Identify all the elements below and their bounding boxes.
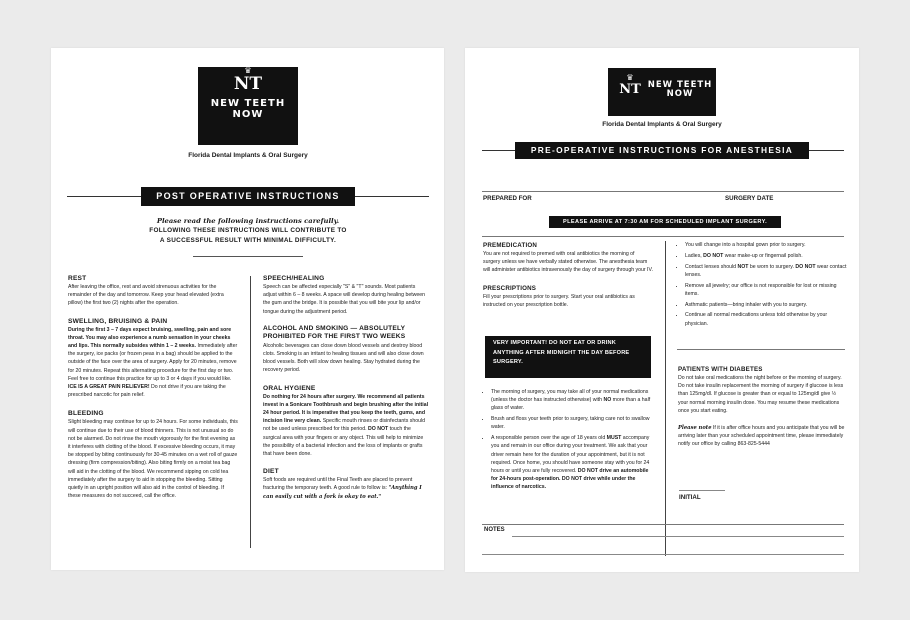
- prescriptions-text: Fill your prescriptions prior to surgery. Start your oral antibiotics as instructed on your prescription bottle.: [483, 293, 635, 308]
- diabetes-section: [678, 366, 846, 449]
- intro-rule: [193, 256, 303, 257]
- brand-line1: NEW TEETH: [210, 98, 286, 109]
- pre-left-column: [483, 242, 653, 309]
- brand-line2: NOW: [232, 108, 264, 120]
- diet-text: Soft foods are required until the Final Teeth are placed to prevent fracturing the temporary teeth. A good rule to follow is: "Anything I can easily cut with a fork is okay to eat.": [263, 477, 422, 500]
- post-operative-page: [51, 48, 444, 570]
- brand-subtitle: Florida Dental Implants & Oral Surgery: [188, 152, 308, 159]
- monogram: NT: [619, 82, 641, 97]
- premedication-text: You are not required to premed with oral antibiotics the morning of surgery unless we have verbally stated otherwise. The anesthesia team will administer antibiotics intravenously the day of surgery through your IV.: [483, 251, 653, 274]
- diet-heading: DIET: [263, 468, 279, 476]
- important-notice: VERY IMPORTANT! DO NOT EAT OR DRINK ANYTHING AFTER MIDNIGHT THE DAY BEFORE SURGERY.: [485, 336, 651, 378]
- bullet-jewelry: • Remove all jewelry; our office is not responsible for lost or missing items.: [685, 282, 847, 298]
- initial-line: [679, 490, 725, 491]
- rest-text: After leaving the office, rest and avoid strenuous activities for the remainder of the day and tomorrow. Keep your head elevated (extra pillow) the first two (2) nights after the operation.: [68, 284, 224, 307]
- prepared-for-label: PREPARED FOR: [483, 195, 532, 202]
- oral-hygiene-text: Do nothing for 24 hours after surgery. We recommend all patients invest in a Sonicare Toothbrush and begin brushing after the initial 24 hour period. It is imperative that you keep the teeth, gums, and incision line very clean. Specific mouth rinses or disinfectants should not be used unless prescribed for this period. DO NOT touch the surgical area with your fingers or any object. This will help to minimize the possibility of a bacterial infection and the loss of implants or grafts that have been done.: [263, 393, 429, 458]
- swelling-heading: SWELLING, BRUISING & PAIN: [68, 317, 168, 325]
- swelling-text: During the first 3 – 7 days expect bruising, swelling, pain and sore throat. You may also experience a numb sensation in your cheeks and lips. This normally subsides within 1 – 2 weeks. Immediately after the surgery, ice packs (or frozen peas in a bag) should be applied to the outside of the face over the area of surgery. Apply for 20 minutes, remove for 20 minutes. Repeat this alternating procedure for the first day or two. Feel free to continue this practice for up to 3 or 4 days if you would like. ICE IS A GREAT PAIN RELIEVER! Do not drive if you are taking the prescribed narcotic for pain relief.: [68, 326, 238, 399]
- alcohol-text: Alcoholic beverages can close down blood vessels and destroy blood clots. Smoking is an irritant to healing tissues and will also close down blood vessels. Both will slow down healing. Stay hydrated during the recovery period.: [263, 342, 424, 374]
- crest: [616, 74, 644, 96]
- surgery-date-label: SURGERY DATE: [725, 195, 774, 202]
- intro-line1: Please read the following instructions carefully.: [156, 217, 340, 225]
- brand-text: [646, 81, 714, 99]
- notice-rule: [482, 236, 844, 237]
- right-bullet-list: [677, 241, 847, 328]
- page-title: POST OPERATIVE INSTRUCTIONS: [141, 187, 355, 206]
- pre-right-column: [677, 241, 847, 330]
- arrival-notice: PLEASE ARRIVE AT 7:30 AM FOR SCHEDULED IMPLANT SURGERY.: [549, 216, 781, 228]
- page-title: PRE-OPERATIVE INSTRUCTIONS FOR ANESTHESIA: [515, 142, 809, 159]
- notes-line-1: [512, 536, 844, 537]
- bleeding-text: Slight bleeding may continue for up to 24 hours. For some individuals, this will continue due to their use of blood thinners. This is not unusual so do not be alarmed. Do not rinse the mouth vigorously for the first evening as it interferes with clotting of the blood. If excessive bleeding occurs, it may be stopped by biting continuously for 30-45 minutes on a wet roll of gauze dressing (firm compression/biting). Also biting firmly on a moist tea bag will aid in the clotting of the blood. We recommend sipping on cold tea immediately after the surgery to aid in stopping the bleeding. Sitting quietly in an upright position will also aid in the control of bleeding. If these measures do not succeed, call the office.: [68, 419, 238, 500]
- monogram: NT: [233, 74, 263, 94]
- please-note-text: Please note If it is after office hours and you anticipate that you will be arriving later than your scheduled appointment time, please immediately notify our office by calling 863-825-5444: [678, 425, 845, 448]
- post-left-column: [68, 275, 238, 500]
- bullet-makeup: • Ladies, DO NOT wear make-up or fingernail polish.: [685, 252, 847, 260]
- bullet-asthma: • Asthmatic patients—bring inhaler with you to surgery.: [685, 301, 847, 309]
- bullet-medications: • The morning of surgery, you may take all of your normal medications (unless the doctor has instructed otherwise) with NO more than a half glass of water.: [491, 388, 655, 413]
- brand-line1: NEW TEETH: [647, 80, 713, 90]
- brand-subtitle: Florida Dental Implants & Oral Surgery: [602, 121, 722, 128]
- intro-line2: FOLLOWING THESE INSTRUCTIONS WILL CONTRIBUTE TO: [149, 227, 347, 234]
- brand-logo: [608, 68, 716, 116]
- brand-logo: [198, 67, 298, 145]
- bleeding-heading: BLEEDING: [68, 410, 104, 418]
- premedication-heading: PREMEDICATION: [483, 242, 538, 249]
- pre-operative-page: [465, 48, 859, 572]
- speech-text: Speech can be affected especially "S" & "T" sounds. Most patients adjust within 6 – 8 weeks. A space will develop during healing between the gum and the bridge. It is possible that you will bite your lip and/or tongue during the adjustment period.: [263, 284, 426, 315]
- intro: [111, 216, 385, 246]
- initial-label: INITIAL: [679, 494, 701, 501]
- pre-left-bullets: [483, 388, 655, 494]
- column-divider: [250, 276, 251, 548]
- header-rule: [482, 191, 844, 192]
- alcohol-heading: ALCOHOL AND SMOKING — ABSOLUTELY PROHIBITED FOR THE FIRST TWO WEEKS: [263, 324, 406, 340]
- intro-line3: A SUCCESSFUL RESULT WITH MINIMAL DIFFICULTY.: [159, 237, 337, 244]
- bullet-brush: • Brush and floss your teeth prior to surgery, taking care not to swallow water.: [491, 415, 655, 431]
- oral-hygiene-heading: ORAL HYGIENE: [263, 384, 316, 392]
- diabetes-text: Do not take oral medications the night before or the morning of surgery. Do not take insulin replacement the morning of surgery if glucose is less than 125mg/dl. If glucose is greater than or equal to 125mg/dl give ½ your normal morning insulin dose. You may resume these medications once you start eating.: [678, 375, 844, 414]
- bullet-contacts: • Contact lenses should NOT be worn to surgery. DO NOT wear contact lenses.: [685, 263, 847, 279]
- brand-line2: NOW: [666, 88, 694, 99]
- notes-top-rule: [482, 524, 844, 525]
- notes-line-2: [482, 554, 844, 555]
- notes-label: NOTES: [484, 527, 505, 533]
- diabetes-heading: PATIENTS WITH DIABETES: [678, 366, 763, 373]
- speech-heading: SPEECH/HEALING: [263, 275, 325, 282]
- left-bullet-list: [483, 388, 655, 492]
- rest-heading: REST: [68, 275, 87, 282]
- bullet-normal-meds: • Continue all normal medications unless told otherwise by your physician.: [685, 311, 847, 327]
- post-right-column: [263, 275, 429, 501]
- diabetes-rule: [677, 349, 845, 350]
- bullet-gown: • You will change into a hospital gown prior to surgery.: [685, 241, 847, 249]
- crown-icon: ♛: [244, 66, 252, 75]
- crown-icon: ♛: [626, 73, 634, 82]
- column-divider: [665, 241, 666, 556]
- bullet-driver: • A responsible person over the age of 18 years old MUST accompany you and remain in our office during your treatment. We ask that your driver remain here for the duration of your appointment, but it is not required. Once home, you should have someone stay with you for 24 hours or until you are fully recovered. DO NOT drive an automobile for 24-hours post-operation. DO NOT drive while under the influence of narcotics.: [491, 434, 655, 491]
- prescriptions-heading: PRESCRIPTIONS: [483, 284, 537, 292]
